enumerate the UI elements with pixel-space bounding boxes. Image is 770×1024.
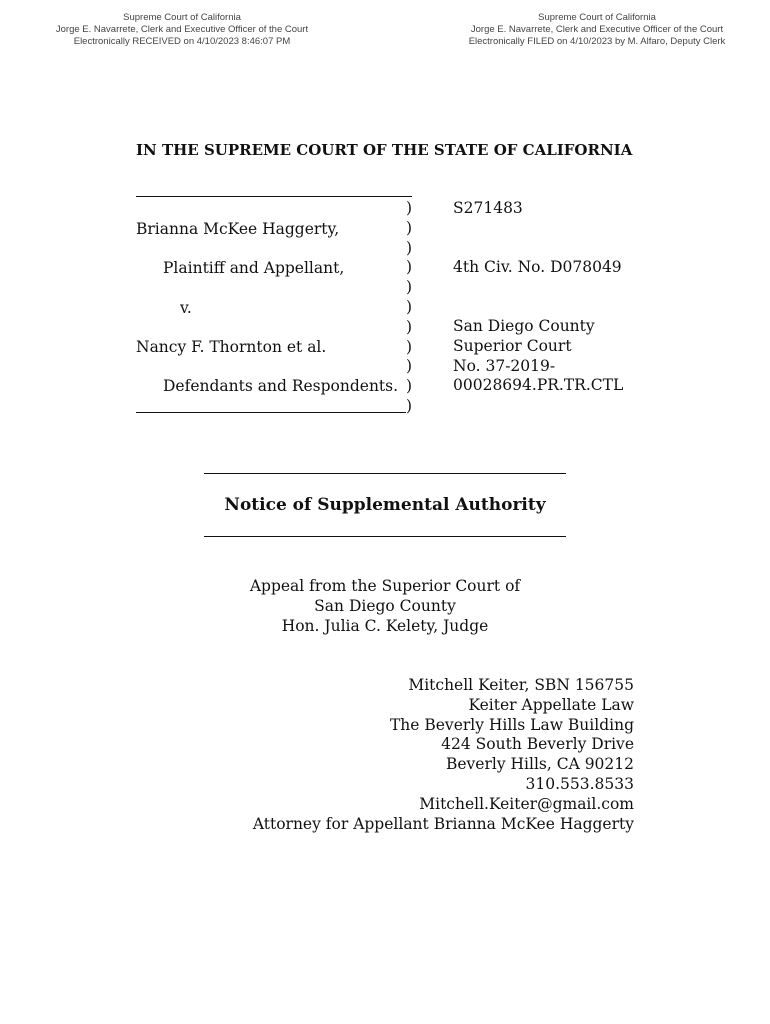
received-stamp-date: Electronically RECEIVED on 4/10/2023 8:46:07 PM — [73, 36, 291, 47]
superior-court-line: 00028694.PR.TR.CTL — [453, 376, 624, 395]
caption-paren: ) — [406, 258, 413, 277]
document-title: Notice of Supplemental Authority — [224, 495, 546, 515]
attorney-phone: 310.553.8533 — [525, 774, 634, 793]
caption-bottom-rule — [136, 412, 406, 413]
attorney-street: 424 South Beverly Drive — [441, 735, 634, 754]
received-stamp-court: Supreme Court of California — [123, 12, 241, 23]
defendant-role: Defendants and Respondents. — [163, 377, 399, 395]
court-heading: IN THE SUPREME COURT OF THE STATE OF CALIFORNIA — [136, 141, 633, 159]
supreme-court-number-block — [453, 199, 753, 219]
filed-stamp-court: Supreme Court of California — [538, 12, 656, 23]
superior-court-line: No. 37-2019- — [453, 356, 556, 375]
superior-court-number-block — [453, 317, 753, 396]
appeal-from-county: San Diego County — [314, 596, 456, 615]
attorney-city: Beverly Hills, CA 90212 — [445, 755, 634, 774]
defendant-name: Nancy F. Thornton et al. — [136, 338, 327, 356]
filed-stamp-clerk: Jorge E. Navarrete, Clerk and Executive Officer of the Court — [470, 24, 724, 35]
attorney-block — [174, 676, 634, 834]
caption-paren: ) — [406, 278, 413, 297]
versus-label: v. — [180, 299, 192, 317]
caption-paren: ) — [406, 396, 413, 415]
attorney-email: Mitchell.Keiter@gmail.com — [419, 794, 634, 813]
caption-paren-column — [406, 199, 412, 417]
caption-paren: ) — [406, 317, 413, 336]
caption-paren: ) — [406, 337, 413, 356]
caption-paren: ) — [406, 357, 413, 376]
supreme-court-number: S271483 — [453, 199, 523, 217]
attorney-building: The Beverly Hills Law Building — [389, 715, 634, 734]
appeal-from-block — [204, 577, 566, 636]
superior-court-line: San Diego County — [453, 317, 595, 335]
title-top-rule — [204, 473, 566, 474]
caption-top-rule — [136, 196, 412, 197]
appeal-from-court: Appeal from the Superior Court of — [249, 577, 521, 595]
received-stamp — [17, 12, 347, 48]
appeal-from-judge: Hon. Julia C. Kelety, Judge — [281, 616, 489, 635]
plaintiff-name: Brianna McKee Haggerty, — [136, 220, 340, 238]
received-stamp-clerk: Jorge E. Navarrete, Clerk and Executive Officer of the Court — [55, 24, 309, 35]
caption-paren: ) — [406, 218, 413, 237]
filed-stamp — [432, 12, 762, 48]
attorney-firm: Keiter Appellate Law — [468, 695, 634, 714]
plaintiff-role: Plaintiff and Appellant, — [163, 259, 345, 277]
caption-paren: ) — [406, 377, 413, 396]
caption-paren: ) — [406, 238, 413, 257]
appellate-number-block — [453, 258, 753, 278]
attorney-role: Attorney for Appellant Brianna McKee Haggerty — [252, 814, 634, 833]
title-bottom-rule — [204, 536, 566, 537]
attorney-name: Mitchell Keiter, SBN 156755 — [408, 676, 634, 694]
appellate-number: 4th Civ. No. D078049 — [453, 258, 622, 276]
superior-court-line: Superior Court — [453, 336, 572, 355]
caption-paren: ) — [406, 297, 413, 316]
filed-stamp-date: Electronically FILED on 4/10/2023 by M. Alfaro, Deputy Clerk — [468, 36, 726, 47]
caption-paren: ) — [406, 199, 413, 217]
